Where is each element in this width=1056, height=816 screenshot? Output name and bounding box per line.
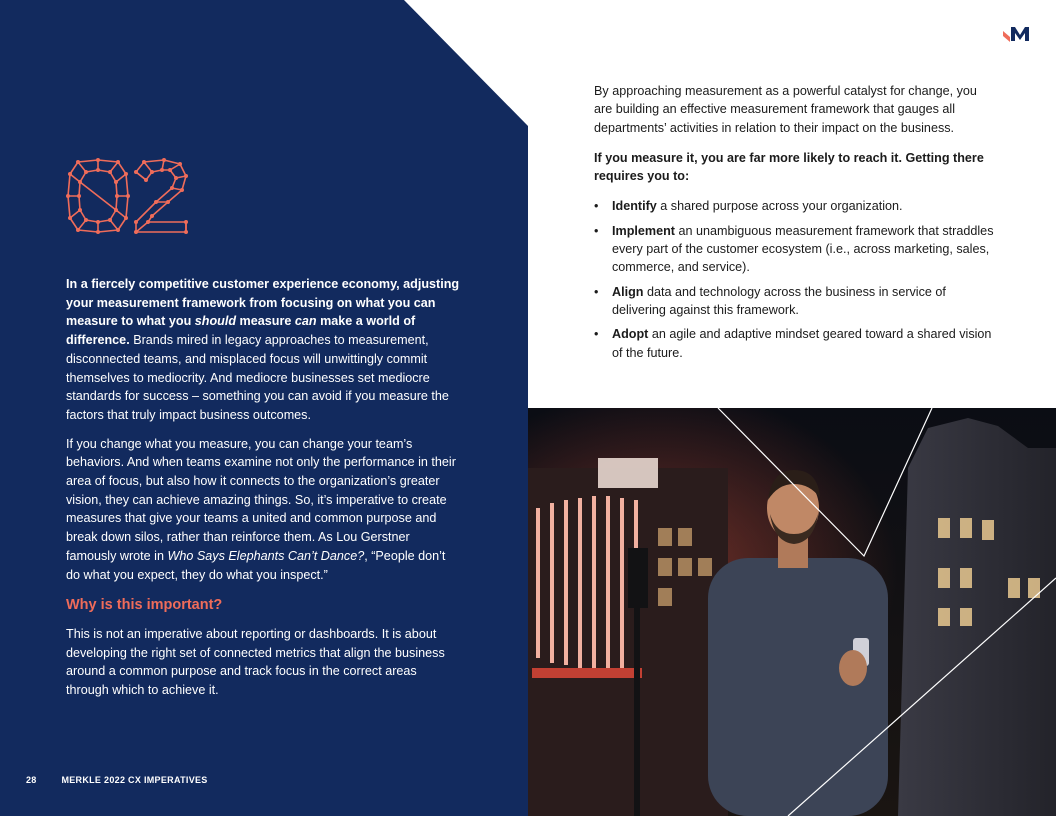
merkle-logo-icon	[1003, 25, 1031, 43]
list-item	[594, 222, 994, 277]
book-title: Who Says Elephants Can’t Dance?	[167, 548, 365, 563]
section-heading: Why is this important?	[66, 597, 223, 614]
right-paragraph-1: By approaching measurement as a powerful catalyst for change, you are building an effective measurement framework that gauges all departments’ activities in relation to their impact on the business.	[594, 84, 977, 135]
intro-rest: Brands mired in legacy approaches to measurement, disconnected teams, and misplaced focus will unwittingly commit themselves to mediocrity. And mediocre businesses set mediocre standards for success – something you can avoid if you measure the factors that truly impact business outcomes.	[66, 333, 449, 422]
intro-italic-1: should	[194, 314, 237, 329]
bullet-dot-icon: •	[594, 223, 599, 238]
bullet-dot-icon: •	[594, 284, 599, 299]
bullet-dot-icon: •	[594, 199, 599, 214]
list-item-keyword: Identify	[612, 199, 657, 214]
list-item-text: data and technology across the business in service of delivering against this framework.	[612, 284, 946, 317]
intro-italic-2: can	[294, 314, 317, 329]
list-item-text: an unambiguous measurement framework that straddles every part of the customer ecosystem (i.e., across marketing, sales, commerce, and service).	[612, 223, 994, 275]
list-item-text: an agile and adaptive mindset geared toward a shared vision of the future.	[612, 327, 992, 360]
intro-paragraph	[66, 275, 462, 425]
list-item-text: a shared purpose across your organization.	[656, 199, 903, 214]
intro-bold-3: make a world of difference.	[66, 314, 416, 348]
page-footer	[26, 775, 208, 785]
section-number-02-graphic	[64, 156, 190, 236]
list-item	[594, 283, 994, 320]
list-item-keyword: Align	[612, 284, 644, 299]
list-item	[594, 325, 994, 362]
intro-bold-1: In a fiercely competitive customer experience economy, adjusting your measurement framework from focusing on what you can measure to what you	[66, 277, 460, 329]
right-paragraph-2: If you measure it, you are far more likely to reach it. Getting there requires you to:	[594, 150, 984, 184]
paragraph-2	[66, 435, 462, 585]
right-column-body	[594, 82, 994, 368]
page-number: 28	[26, 775, 37, 785]
paragraph-2-a: If you change what you measure, you can change your team’s behaviors. And when teams examine not only the performance in their area of focus, but also how it connects to the organization’s greater vision, they can achieve amazing things. So, it’s imperative to create measures that give your teams a united and common purpose and break down silos, rather than reinforce them. As Lou Gerstner famously wrote in	[66, 436, 456, 563]
intro-bold-2: measure	[236, 314, 295, 329]
bullet-dot-icon: •	[594, 327, 599, 342]
left-column-body	[66, 275, 462, 710]
night-city-photo	[528, 408, 1056, 816]
list-item-keyword: Implement	[612, 223, 675, 238]
publication-title: MERKLE 2022 CX IMPERATIVES	[61, 775, 208, 785]
list-item-keyword: Adopt	[612, 327, 649, 342]
paragraph-2-b: , “People don’t do what you expect, they do what you inspect.”	[66, 548, 446, 582]
paragraph-3: This is not an imperative about reporting or dashboards. It is about developing the right set of connected metrics that align the business around a common purpose and track focus in the correct areas through which to achieve it.	[66, 626, 445, 698]
requirements-list	[594, 197, 994, 361]
list-item	[594, 197, 994, 215]
